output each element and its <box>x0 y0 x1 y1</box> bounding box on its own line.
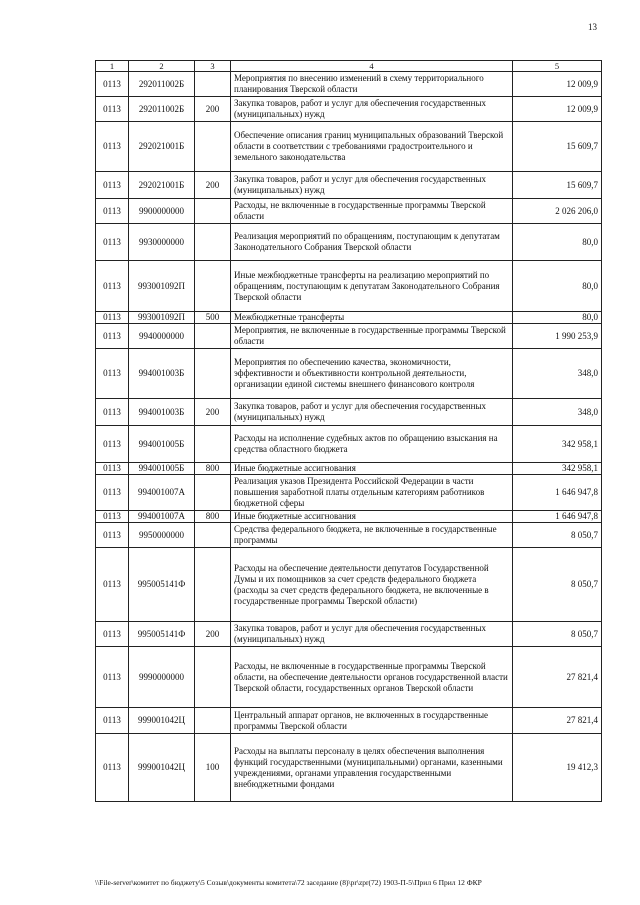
table-row <box>96 548 602 622</box>
table-row <box>96 261 602 312</box>
amount-cell: 80,0 <box>513 312 602 324</box>
section-code-cell: 0113 <box>96 523 129 548</box>
description-cell: Закупка товаров, работ и услуг для обеспечения государственных (муниципальных) нужд <box>231 97 513 122</box>
description-cell: Иные межбюджетные трансферты на реализацию мероприятий по обращениям, поступающим к депутатам Законодательного Собрания Тверской области <box>231 261 513 312</box>
expense-type-cell: 200 <box>195 172 231 199</box>
description-cell: Реализация мероприятий по обращениям, поступающим к депутатам Законодательного Собрания Тверской области <box>231 224 513 261</box>
page-number: 13 <box>588 22 597 32</box>
description-cell: Расходы на исполнение судебных актов по обращению взыскания на средства областного бюджета <box>231 426 513 463</box>
description-cell: Расходы на выплаты персоналу в целях обеспечения выполнения функций государственными (муниципальными) органами, казенными учреждениями, органами управления государственными внебюджетными фондами <box>231 734 513 802</box>
description-cell: Расходы, не включенные в государственные программы Тверской области <box>231 199 513 224</box>
expense-type-cell: 200 <box>195 399 231 426</box>
amount-cell: 1 646 947,8 <box>513 511 602 523</box>
amount-cell: 15 609,7 <box>513 172 602 199</box>
section-code-cell: 0113 <box>96 622 129 647</box>
description-cell: Закупка товаров, работ и услуг для обеспечения государственных (муниципальных) нужд <box>231 172 513 199</box>
target-article-cell: 994001003Б <box>129 349 195 399</box>
expense-type-cell <box>195 349 231 399</box>
section-code-cell: 0113 <box>96 734 129 802</box>
section-code-cell: 0113 <box>96 349 129 399</box>
amount-cell: 80,0 <box>513 224 602 261</box>
budget-table <box>95 60 602 802</box>
target-article-cell: 994001003Б <box>129 399 195 426</box>
section-code-cell: 0113 <box>96 647 129 708</box>
target-article-cell: 994001005Б <box>129 426 195 463</box>
section-code-cell: 0113 <box>96 475 129 511</box>
section-code-cell: 0113 <box>96 463 129 475</box>
description-cell: Средства федерального бюджета, не включенные в государственные программы <box>231 523 513 548</box>
expense-type-cell <box>195 523 231 548</box>
table-header-row <box>96 61 602 72</box>
target-article-cell: 9950000000 <box>129 523 195 548</box>
section-code-cell: 0113 <box>96 426 129 463</box>
amount-cell: 8 050,7 <box>513 622 602 647</box>
target-article-cell: 999001042Ц <box>129 708 195 734</box>
amount-cell: 80,0 <box>513 261 602 312</box>
target-article-cell: 999001042Ц <box>129 734 195 802</box>
amount-cell: 348,0 <box>513 399 602 426</box>
expense-type-cell: 800 <box>195 511 231 523</box>
column-header: 2 <box>129 61 195 72</box>
amount-cell: 27 821,4 <box>513 708 602 734</box>
expense-type-cell <box>195 548 231 622</box>
amount-cell: 12 009,9 <box>513 72 602 97</box>
description-cell: Расходы, не включенные в государственные программы Тверской области, на обеспечение деятельности органов государственной власти Тверской области, государственных органов Тверской области <box>231 647 513 708</box>
file-path-footer: \\File-server\комитет по бюджету\5 Созыв\документы комитета\72 заседание (8)\pr\zpr(72) 1903-П-5\Прил 6 Прил 12 ФКР <box>95 878 482 887</box>
section-code-cell: 0113 <box>96 548 129 622</box>
description-cell: Закупка товаров, работ и услуг для обеспечения государственных (муниципальных) нужд <box>231 399 513 426</box>
amount-cell: 342 958,1 <box>513 463 602 475</box>
table-row <box>96 511 602 523</box>
target-article-cell: 994001005Б <box>129 463 195 475</box>
table-row <box>96 426 602 463</box>
expense-type-cell: 200 <box>195 622 231 647</box>
amount-cell: 27 821,4 <box>513 647 602 708</box>
description-cell: Закупка товаров, работ и услуг для обеспечения государственных (муниципальных) нужд <box>231 622 513 647</box>
target-article-cell: 292021001Б <box>129 122 195 172</box>
description-cell: Обеспечение описания границ муниципальных образований Тверской области в соответствии с требованиями градостроительного и земельного законодательства <box>231 122 513 172</box>
section-code-cell: 0113 <box>96 261 129 312</box>
target-article-cell: 993001092П <box>129 312 195 324</box>
amount-cell: 348,0 <box>513 349 602 399</box>
section-code-cell: 0113 <box>96 324 129 349</box>
table-row <box>96 523 602 548</box>
target-article-cell: 995005141Ф <box>129 548 195 622</box>
column-header: 1 <box>96 61 129 72</box>
table-row <box>96 708 602 734</box>
expense-type-cell: 200 <box>195 97 231 122</box>
target-article-cell: 292011002Б <box>129 97 195 122</box>
table-row <box>96 172 602 199</box>
target-article-cell: 994001007А <box>129 475 195 511</box>
table-row <box>96 312 602 324</box>
table-row <box>96 463 602 475</box>
section-code-cell: 0113 <box>96 224 129 261</box>
section-code-cell: 0113 <box>96 172 129 199</box>
amount-cell: 19 412,3 <box>513 734 602 802</box>
amount-cell: 8 050,7 <box>513 548 602 622</box>
amount-cell: 8 050,7 <box>513 523 602 548</box>
table-row <box>96 224 602 261</box>
expense-type-cell <box>195 72 231 97</box>
table-row <box>96 475 602 511</box>
table-row <box>96 622 602 647</box>
expense-type-cell <box>195 324 231 349</box>
amount-cell: 1 646 947,8 <box>513 475 602 511</box>
section-code-cell: 0113 <box>96 72 129 97</box>
target-article-cell: 995005141Ф <box>129 622 195 647</box>
column-header: 4 <box>231 61 513 72</box>
table-row <box>96 199 602 224</box>
section-code-cell: 0113 <box>96 312 129 324</box>
expense-type-cell <box>195 708 231 734</box>
target-article-cell: 9900000000 <box>129 199 195 224</box>
target-article-cell: 9940000000 <box>129 324 195 349</box>
table-row <box>96 72 602 97</box>
target-article-cell: 9930000000 <box>129 224 195 261</box>
table-row <box>96 97 602 122</box>
description-cell: Реализация указов Президента Российской Федерации в части повышения заработной платы отдельным категориям работников бюджетной сферы <box>231 475 513 511</box>
expense-type-cell <box>195 261 231 312</box>
section-code-cell: 0113 <box>96 122 129 172</box>
description-cell: Расходы на обеспечение деятельности депутатов Государственной Думы и их помощников за счет средств федерального бюджета (расходы за счет средств федерального бюджета, не включенные в государственные программы Тверской области) <box>231 548 513 622</box>
column-header: 5 <box>513 61 602 72</box>
section-code-cell: 0113 <box>96 199 129 224</box>
table-row <box>96 122 602 172</box>
section-code-cell: 0113 <box>96 708 129 734</box>
table-row <box>96 647 602 708</box>
description-cell: Мероприятия по обеспечению качества, экономичности, эффективности и объективности контрольной деятельности, организации единой системы внешнего финансового контроля <box>231 349 513 399</box>
description-cell: Межбюджетные трансферты <box>231 312 513 324</box>
section-code-cell: 0113 <box>96 511 129 523</box>
description-cell: Иные бюджетные ассигнования <box>231 463 513 475</box>
table-row <box>96 349 602 399</box>
column-header: 3 <box>195 61 231 72</box>
description-cell: Иные бюджетные ассигнования <box>231 511 513 523</box>
expense-type-cell <box>195 426 231 463</box>
section-code-cell: 0113 <box>96 399 129 426</box>
target-article-cell: 292021001Б <box>129 172 195 199</box>
amount-cell: 12 009,9 <box>513 97 602 122</box>
expense-type-cell <box>195 475 231 511</box>
table-row <box>96 734 602 802</box>
expense-type-cell: 800 <box>195 463 231 475</box>
amount-cell: 15 609,7 <box>513 122 602 172</box>
description-cell: Мероприятия по внесению изменений в схему территориального планирования Тверской области <box>231 72 513 97</box>
expense-type-cell <box>195 647 231 708</box>
amount-cell: 1 990 253,9 <box>513 324 602 349</box>
target-article-cell: 292011002Б <box>129 72 195 97</box>
section-code-cell: 0113 <box>96 97 129 122</box>
expense-type-cell <box>195 122 231 172</box>
expense-type-cell <box>195 199 231 224</box>
expense-type-cell: 100 <box>195 734 231 802</box>
target-article-cell: 993001092П <box>129 261 195 312</box>
expense-type-cell <box>195 224 231 261</box>
table-row <box>96 399 602 426</box>
table-row <box>96 324 602 349</box>
description-cell: Центральный аппарат органов, не включенных в государственные программы Тверской области <box>231 708 513 734</box>
amount-cell: 2 026 206,0 <box>513 199 602 224</box>
target-article-cell: 994001007А <box>129 511 195 523</box>
amount-cell: 342 958,1 <box>513 426 602 463</box>
description-cell: Мероприятия, не включенные в государственные программы Тверской области <box>231 324 513 349</box>
expense-type-cell: 500 <box>195 312 231 324</box>
target-article-cell: 9990000000 <box>129 647 195 708</box>
